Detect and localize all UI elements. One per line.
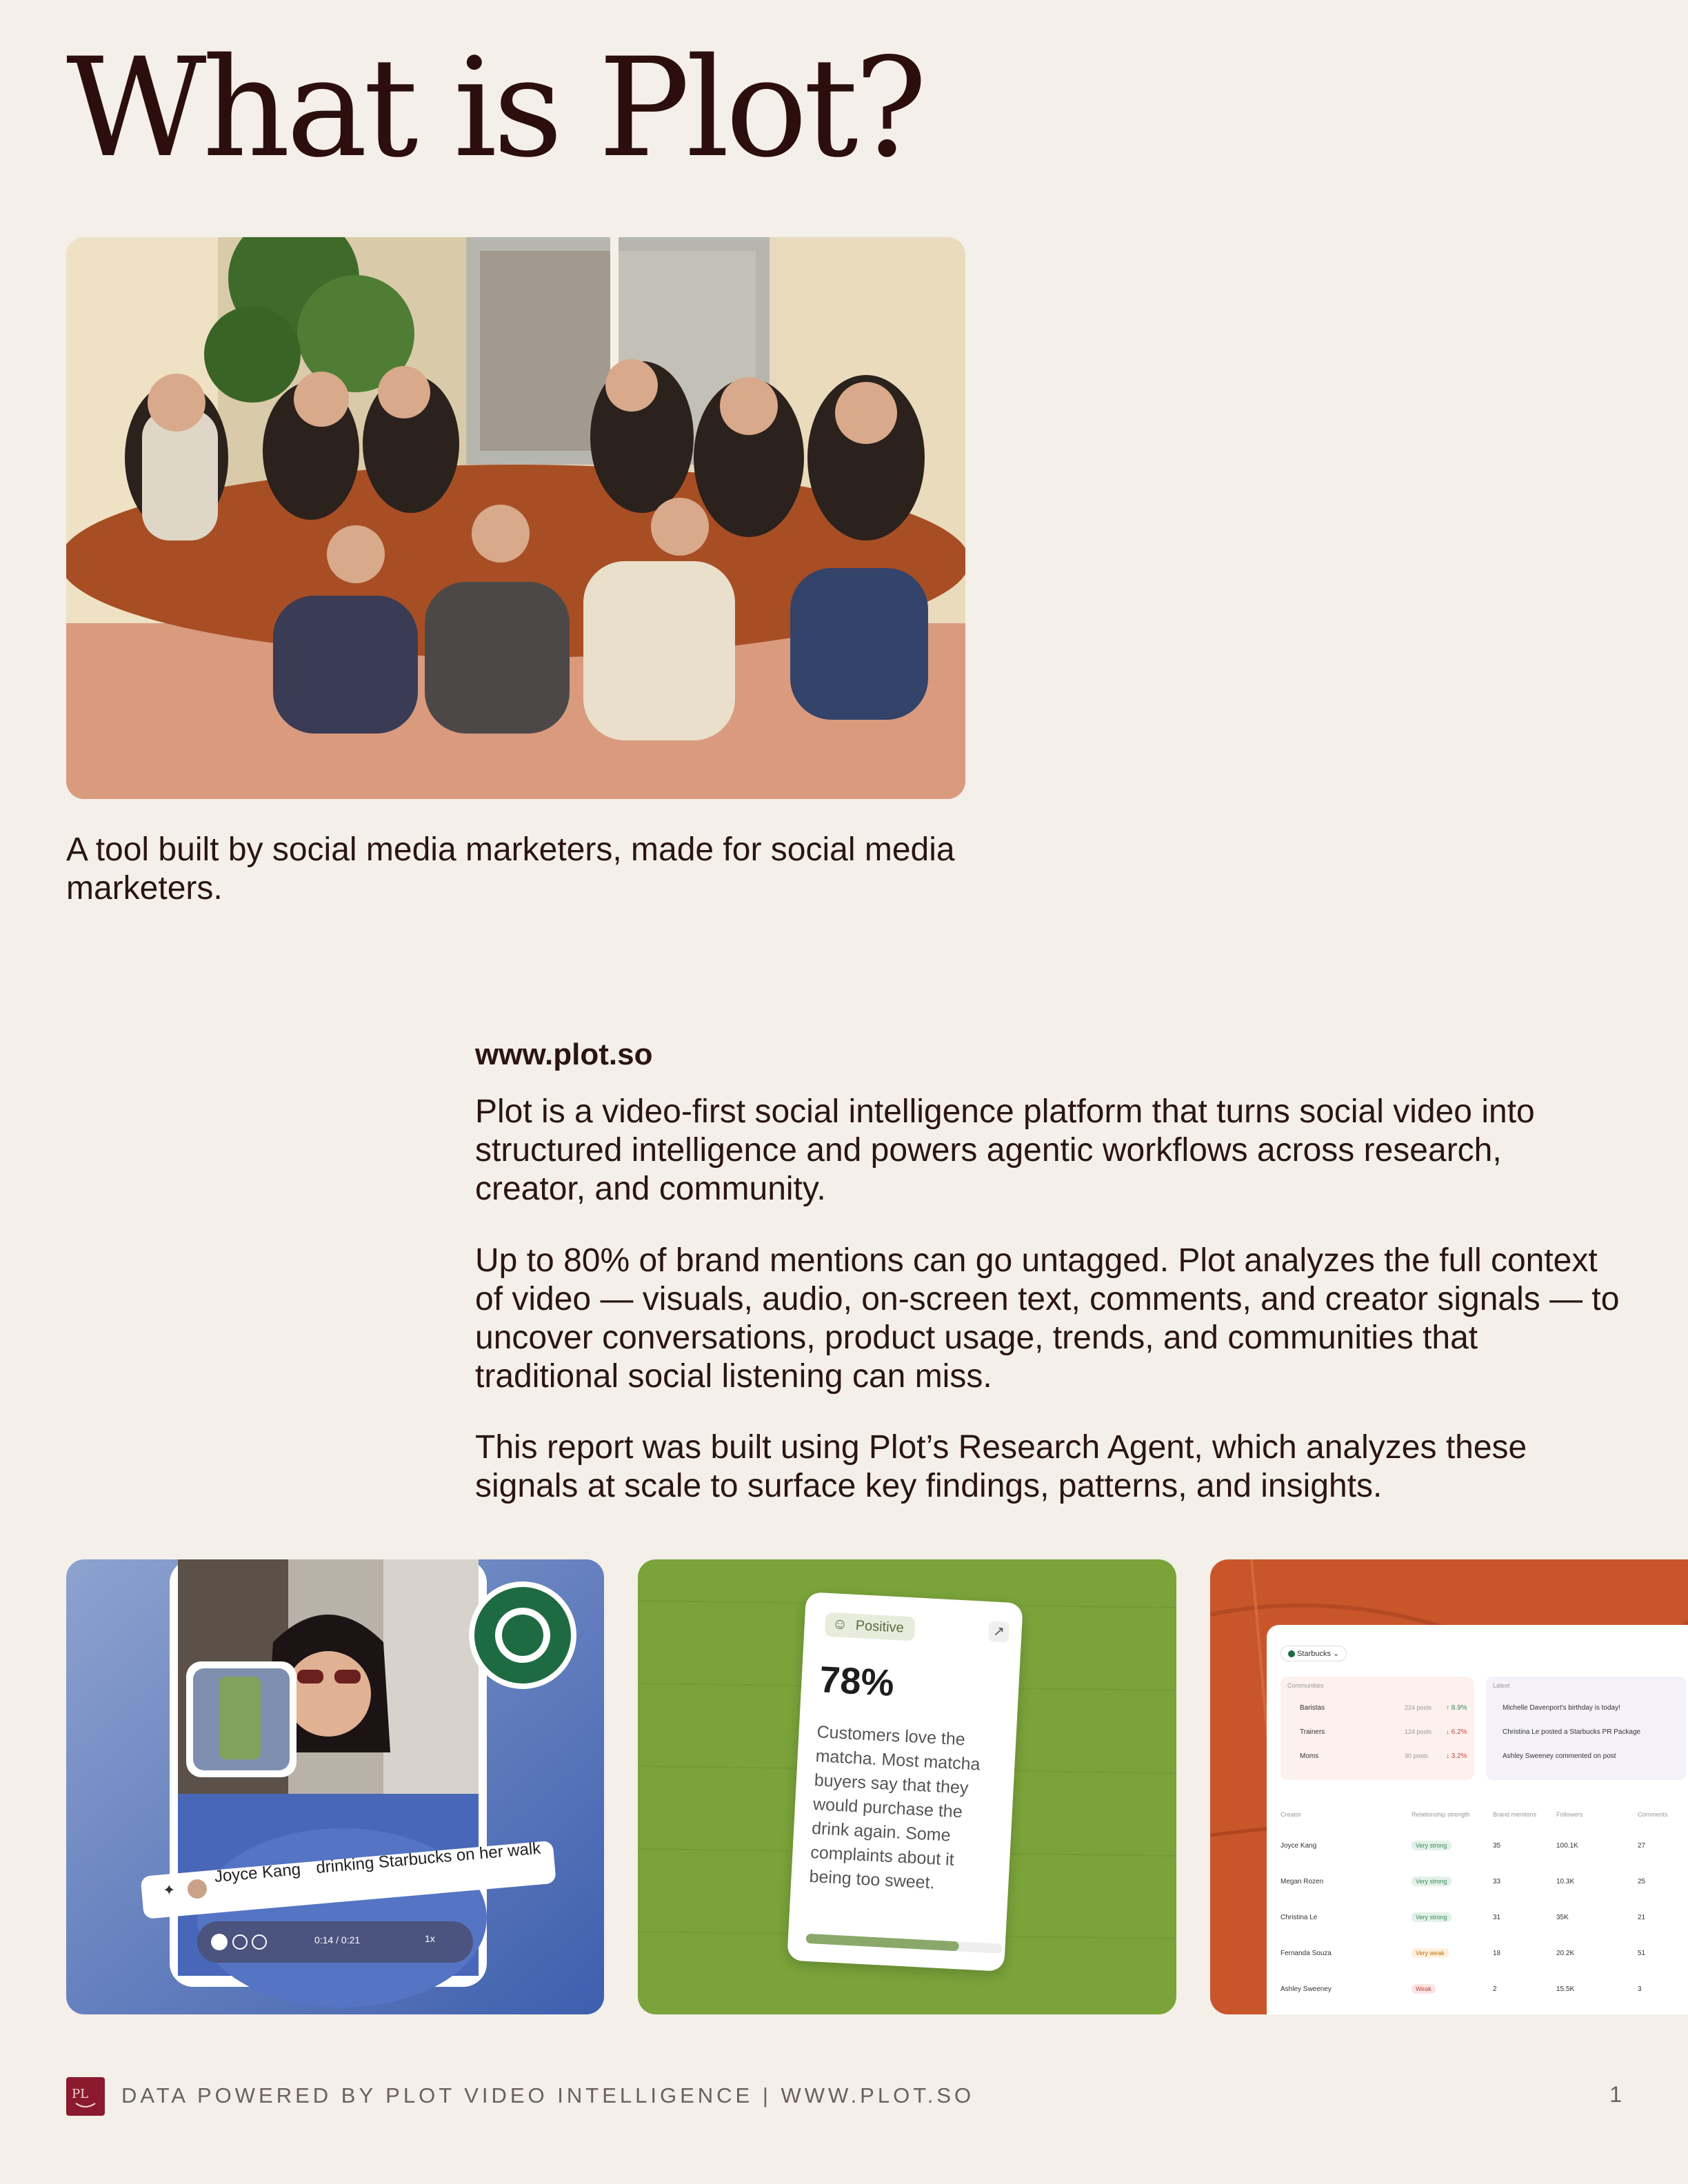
sentiment-bar-fill (806, 1934, 960, 1952)
photo-caption: A tool built by social media marketers, made for social media marketers. (66, 831, 955, 907)
comments: 25 (1638, 1878, 1646, 1885)
community-change: ↓ 3.2% (1446, 1752, 1467, 1760)
comments: 21 (1638, 1914, 1646, 1921)
dashboard-feature-card (1210, 1559, 1688, 2014)
sentiment-feature-card (638, 1559, 1176, 2014)
page-number: 1 (1609, 2082, 1622, 2107)
creator-name[interactable]: Christina Le (1280, 1914, 1318, 1921)
community-posts: 224 posts (1405, 1704, 1432, 1711)
communities-panel (1280, 1677, 1474, 1780)
comments: 27 (1638, 1842, 1646, 1850)
community-posts: 30 posts (1405, 1752, 1429, 1759)
followers: 10.3K (1556, 1878, 1575, 1885)
brand-dashboard (1267, 1625, 1688, 2014)
column-header: Comments (1638, 1811, 1668, 1818)
svg-text:PL: PL (72, 2087, 89, 2101)
latest-panel (1486, 1677, 1686, 1780)
creator-name[interactable]: Megan Rozen (1280, 1878, 1324, 1885)
intro-paragraph: Plot is a video-first social intelligence platform that turns social video into structured intelligence and powers agentic workflows across research, creator, and community. (475, 1093, 1535, 1207)
brand-mentions: 2 (1493, 1985, 1497, 1993)
strength-badge: Very strong (1411, 1841, 1451, 1850)
brand-name: Starbucks (1297, 1650, 1331, 1658)
plot-logo-icon (66, 2077, 105, 2116)
latest-item[interactable]: Christina Le posted a Starbucks PR Package (1503, 1728, 1641, 1736)
comments: 3 (1638, 1985, 1642, 1993)
followers: 20.2K (1556, 1950, 1575, 1957)
latest-item[interactable]: Michelle Davenport's birthday is today! (1503, 1704, 1620, 1712)
creator-name[interactable]: Ashley Sweeney (1280, 1985, 1332, 1993)
brand-selector[interactable] (1280, 1646, 1347, 1661)
svg-text:✦: ✦ (163, 1882, 176, 1899)
followers: 15.5K (1556, 1985, 1575, 1993)
column-header: Brand mentions (1493, 1811, 1537, 1818)
video-feature-card (66, 1559, 604, 2014)
playback-speed[interactable]: 1x (425, 1933, 435, 1944)
sentiment-percent: 78% (818, 1659, 896, 1704)
sentiment-summary: Customers love the matcha. Most matcha buyers say that they would purchase the drink again. Some complaints about it being too sweet. (808, 1722, 981, 1893)
page-title: What is Plot? (66, 28, 923, 188)
column-header: Creator (1280, 1811, 1302, 1818)
creator-name[interactable]: Joyce Kang (1280, 1842, 1317, 1850)
followers: 35K (1556, 1914, 1569, 1921)
positive-badge: Positive (825, 1612, 916, 1641)
community-name[interactable]: Trainers (1300, 1728, 1325, 1736)
brand-mentions: 35 (1493, 1842, 1501, 1850)
expand-arrow-icon[interactable]: ↗ (988, 1621, 1010, 1643)
brand-mentions: 31 (1493, 1914, 1501, 1921)
sentiment-bar (806, 1934, 1003, 1954)
community-name[interactable]: Baristas (1300, 1704, 1325, 1712)
website-url[interactable]: www.plot.so (475, 1038, 653, 1071)
communities-label: Communities (1287, 1682, 1324, 1689)
team-photo (66, 237, 965, 799)
followers: 100.1K (1556, 1842, 1578, 1850)
strength-badge: Very strong (1411, 1877, 1451, 1886)
report-paragraph: This report was built using Plot’s Research Agent, which analyzes these signals at scale to surface key findings, patterns, and insights. (475, 1429, 1527, 1504)
video-caption: drinking Starbucks on her walk (315, 1839, 542, 1878)
latest-label: Latest (1493, 1682, 1510, 1689)
smile-icon: ☺ (832, 1615, 848, 1633)
footer-text: DATA POWERED BY PLOT VIDEO INTELLIGENCE | WWW.PLOT.SO (121, 2083, 975, 2107)
column-header: Relationship strength (1411, 1811, 1470, 1818)
team-photo-illustration (66, 237, 965, 799)
brand-mentions-paragraph: Up to 80% of brand mentions can go untagged. Plot analyzes the full context of video — visuals, audio, on-screen text, comments, and creator signals — to uncover conversations, product usage, trends, and communities that traditional social listening can miss. (475, 1242, 1620, 1395)
creator-name[interactable]: Joyce Kang (213, 1860, 302, 1886)
video-time: 0:14 / 0:21 (314, 1934, 361, 1945)
community-posts: 124 posts (1405, 1728, 1432, 1735)
starbucks-logo-icon (1288, 1650, 1295, 1657)
sentiment-card[interactable] (787, 1592, 1023, 1972)
creator-name[interactable]: Fernanda Souza (1280, 1950, 1332, 1957)
community-change: ↑ 8.9% (1446, 1704, 1467, 1712)
brand-mentions: 33 (1493, 1878, 1501, 1885)
video-card-illustration (66, 1559, 604, 2014)
column-header: Followers (1556, 1811, 1583, 1818)
chevron-down-icon: ⌄ (1333, 1650, 1340, 1658)
latest-item[interactable]: Ashley Sweeney commented on post (1503, 1752, 1616, 1760)
comments: 51 (1638, 1950, 1646, 1957)
community-change: ↓ 6.2% (1446, 1728, 1467, 1736)
brand-mentions: 18 (1493, 1950, 1501, 1957)
strength-badge: Very weak (1411, 1948, 1449, 1958)
strength-badge: Weak (1411, 1984, 1436, 1994)
strength-badge: Very strong (1411, 1912, 1451, 1922)
community-name[interactable]: Moms (1300, 1752, 1319, 1760)
